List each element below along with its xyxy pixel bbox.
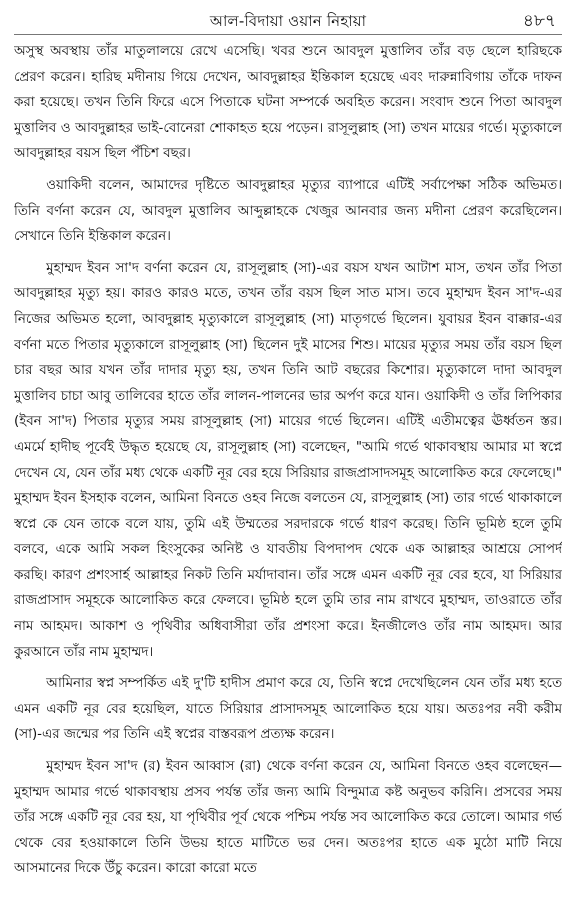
page-number: ৪৮৭: [522, 11, 556, 31]
running-header: [14, 8, 562, 35]
body-text: [14, 39, 562, 882]
running-title: আল-বিদায়া ওয়ান নিহায়া: [209, 12, 367, 30]
paragraph-2: ওয়াকিদী বলেন, আমাদের দৃষ্টিতে আবদুল্লাহর মৃত্যুর ব্যাপারে এটিই সর্বাপেক্ষা সঠিক অভিমত। তিনি বর্ণনা করেন যে, আবদুল মুত্তালিব আব্দুল্লাহকে খেজুর আনবার জন্য মদীনা প্রেরণ করেছিলেন। সেখানে তিনি ইন্তিকাল করেন।: [14, 177, 562, 245]
paragraph-4: আমিনার স্বপ্ন সম্পর্কিত এই দু'টি হাদীস প্রমাণ করে যে, তিনি স্বপ্নে দেখেছিলেন যেন তাঁর মধ্য হতে এমন একটি নূর বের হয়েছিল, যাতে সিরিয়ার প্রাসাদসমূহ আলোকিত হয়ে যায়। অতঃপর নবী করীম (সা)-এর জন্মের পর তিনি এই স্বপ্নের বাস্তবরূপ প্রত্যক্ষ করেন।: [14, 676, 562, 743]
paragraph-1: অসুস্থ অবস্থায় তাঁর মাতুলালয়ে রেখে এসেছি। খবর শুনে আবদুল মুত্তালিব তাঁর বড় ছেলে হারিছকে প্রেরণ করেন। হারিছ মদীনায় গিয়ে দেখেন, আবদুল্লাহর ইন্তিকাল হয়েছে এবং দারুন্নাবিগায় তাঁকে দাফন করা হয়েছে। তখন তিনি ফিরে এসে পিতাকে ঘটনা সম্পর্কে অবহিত করেন। সংবাদ শুনে পিতা আবদুল মুত্তালিব ও আবদুল্লাহর ভাই-বোনেরা শোকাহত হয়ে পড়েন। রাসূলুল্লাহ (সা) তখন মায়ের গর্ভে। মৃত্যুকালে আবদুল্লাহর বয়স ছিল পঁচিশ বছর।: [14, 44, 562, 162]
paragraph-3: মুহাম্মদ ইবন সা'দ বর্ণনা করেন যে, রাসূলুল্লাহ (সা)-এর বয়স যখন আটাশ মাস, তখন তাঁর পিতা আবদুল্লাহর মৃত্যু হয়। কারও কারও মতে, তখন তাঁর বয়স ছিল সাত মাস। তবে মুহাম্মদ ইবন সা'দ-এর নিজের অভিমত হলো, আবদুল্লাহ মৃত্যুকালে রাসূলুল্লাহ (সা) মাতৃগর্ভে ছিলেন। যুবায়র ইবন বাক্কার-এর বর্ণনা মতে পিতার মৃত্যুকালে রাসূলুল্লাহ (সা) ছিলেন দুই মাসের শিশু। মায়ের মৃত্যুর সময় তাঁর বয়স ছিল চার বছর আর যখন তাঁর দাদার মৃত্যু হয়, তখন তিনি আট বছরের কিশোর। মৃত্যুকালে দাদা আবদুল মুত্তালিব চাচা আবু তালিবের হাতে তাঁর লালন-পালনের ভার অর্পণ করে যান। ওয়াকিদী ও তাঁর লিপিকার (ইবন সা'দ) পিতার মৃত্যুর সময় রাসূলুল্লাহ (সা) মায়ের গর্ভে ছিলেন। এটিই এতীমত্বের ঊর্ধ্বতন স্তর। এমর্মে হাদীছ পূর্বেই উদ্ধৃত হয়েছে যে, রাসূলুল্লাহ (সা) বলেছেন, "আমি গর্ভে থাকাবস্থায় আমার মা স্বপ্নে দেখেন যে, যেন তাঁর মধ্য থেকে একটি নূর বের হয়ে সিরিয়ার রাজপ্রাসাদসমূহ আলোকিত করে ফেলেছে।" মুহাম্মদ ইবন ইসহাক বলেন, আমিনা বিনতে ওহব নিজে বলতেন যে, রাসূলুল্লাহ (সা) তার গর্ভে থাকাকালে স্বপ্নে কে যেন তাকে বলে যায়, তুমি এই উম্মতের সরদারকে গর্ভে ধারণ করেছ। তিনি ভূমিষ্ঠ হলে তুমি বলবে, একে আমি সকল হিংসুকের অনিষ্ট ও যাবতীয় বিপদাপদ থেকে এক আল্লাহর আশ্রয়ে সোপর্দ করছি। কারণ প্রশংসার্হ আল্লাহর নিকট তিনি মর্যাদাবান। তাঁর সঙ্গে এমন একটি নূর বের হবে, যা সিরিয়ার রাজপ্রাসাদ সমূহকে আলোকিত করে ফেলবে। ভূমিষ্ঠ হলে তুমি তার নাম রাখবে মুহাম্মদ, তাওরাতে তাঁর নাম আহমদ। আকাশ ও পৃথিবীর অধিবাসীরা তাঁর প্রশংসা করে। ইনজীলেও তাঁর নাম আহমদ। আর কুরআনে তাঁর নাম মুহাম্মদ।: [14, 260, 562, 660]
paragraph-5: মুহাম্মদ ইবন সা'দ (র) ইবন আব্বাস (রা) থেকে বর্ণনা করেন যে, আমিনা বিনতে ওহব বলেছেন— মুহাম্মদ আমার গর্ভে থাকাবস্থায় প্রসব পর্যন্ত তাঁর জন্য আমি বিন্দুমাত্র কষ্ট অনুভব করিনি। প্রসবের সময় তাঁর সঙ্গে একটি নূর বের হয়, যা পৃথিবীর পূর্ব থেকে পশ্চিম পর্যন্ত সব আলোকিত করে তোলে। আমার গর্ভ থেকে বের হওয়াকালে তিনি উভয় হাতে মাটিতে ভর দেন। অতঃপর হাতে এক মুঠো মাটি নিয়ে আসমানের দিকে উঁচু করেন। কারো কারো মতে: [14, 759, 562, 877]
